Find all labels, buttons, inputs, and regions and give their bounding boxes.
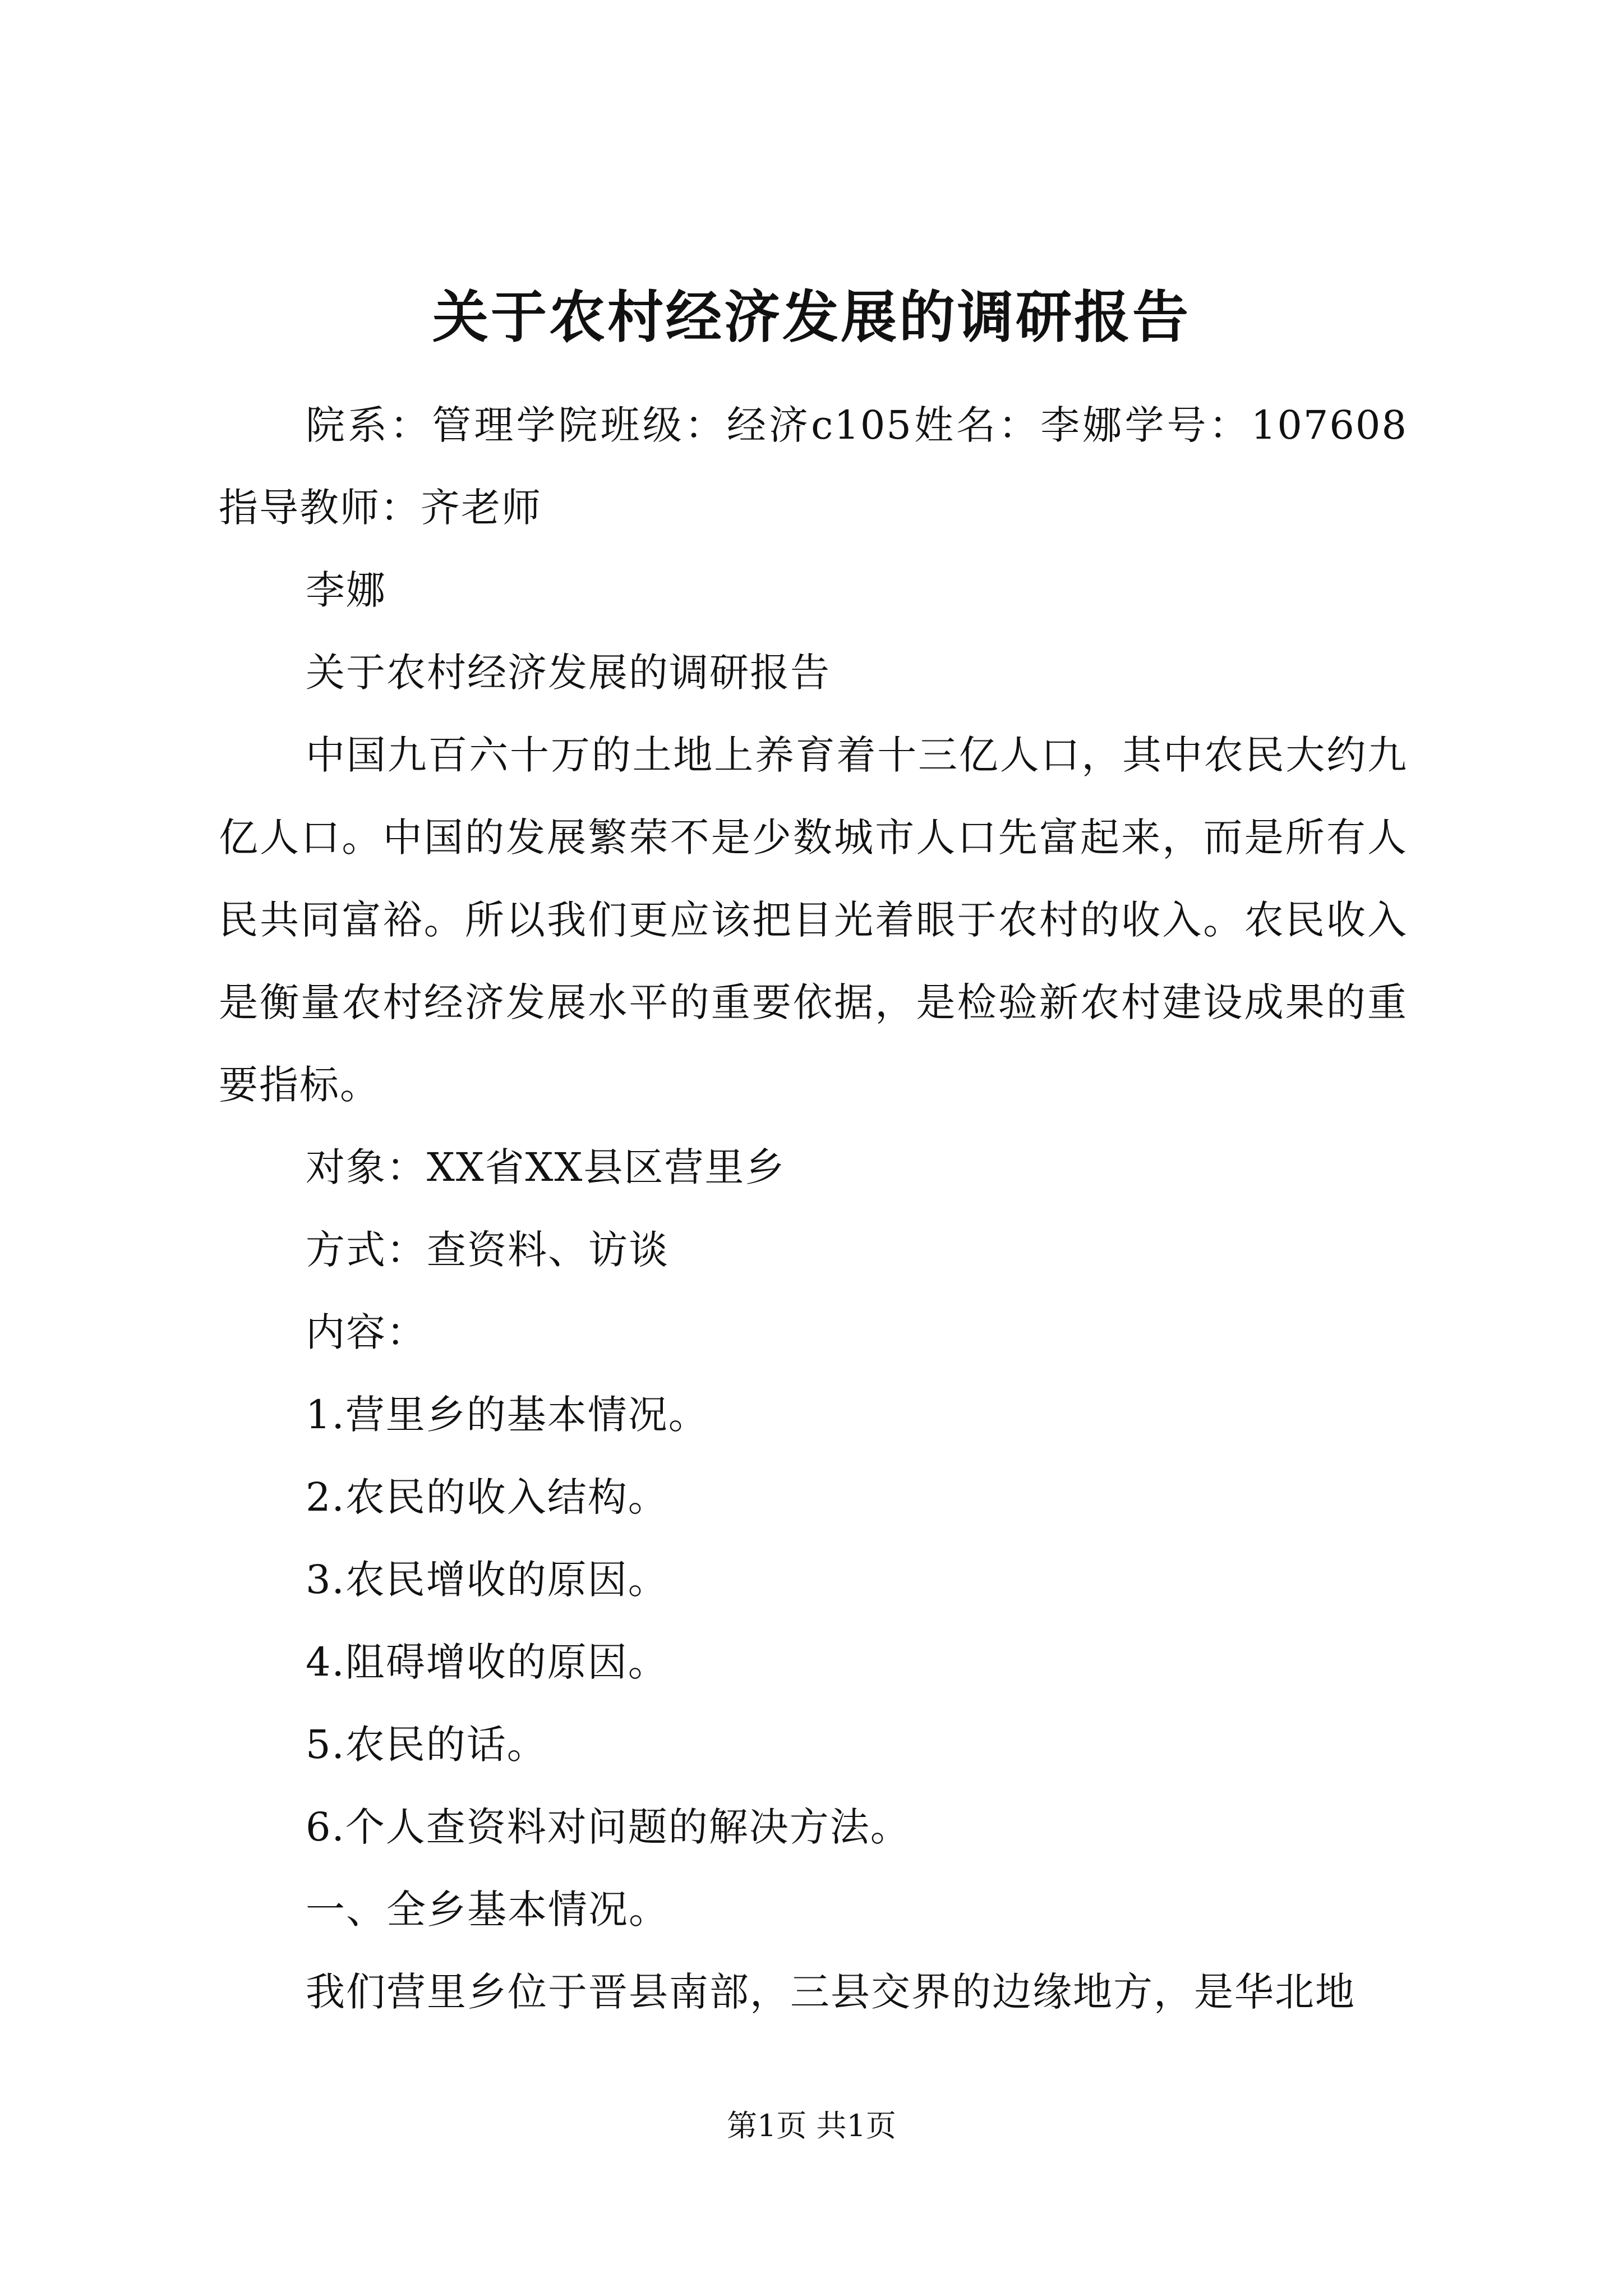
paragraph-student-info: 院系：管理学院班级：经济c105姓名：李娜学号：107608指导教师：齐老师 [219, 402, 1408, 531]
document-body [219, 384, 1408, 2033]
page-number: 第1页 共1页 [727, 2108, 896, 2143]
list-item: 1.营里乡的基本情况。 [306, 1392, 709, 1438]
paragraph-author: 李娜 [306, 567, 386, 613]
list-item: 4.阻碍增收的原因。 [306, 1639, 668, 1685]
document-title: 关于农村经济发展的调研报告 [432, 284, 1191, 350]
paragraph-section-body: 我们营里乡位于晋县南部，三县交界的边缘地方，是华北地 [306, 1969, 1355, 2015]
paragraph-introduction: 中国九百六十万的土地上养育着十三亿人口，其中农民大约九亿人口。中国的发展繁荣不是少数城市人口先富起来，而是所有人民共同富裕。所以我们更应该把目光着眼于农村的收入。农民收入是衡量农村经济发展水平的重要依据，是检验新农村建设成果的重要指标。 [219, 732, 1408, 1108]
list-item: 3.农民增收的原因。 [306, 1557, 668, 1603]
paragraph-subject: 对象：XX省XX县区营里乡 [306, 1144, 786, 1190]
list-item: 2.农民的收入结构。 [306, 1474, 668, 1520]
list-item: 5.农民的话。 [306, 1722, 547, 1768]
paragraph-content-heading: 内容： [306, 1309, 427, 1355]
paragraph-method: 方式：查资料、访谈 [306, 1227, 669, 1273]
list-item: 6.个人查资料对问题的解决方法。 [306, 1804, 911, 1850]
paragraph-subtitle: 关于农村经济发展的调研报告 [306, 650, 831, 696]
section-heading: 一、全乡基本情况。 [306, 1887, 669, 1932]
